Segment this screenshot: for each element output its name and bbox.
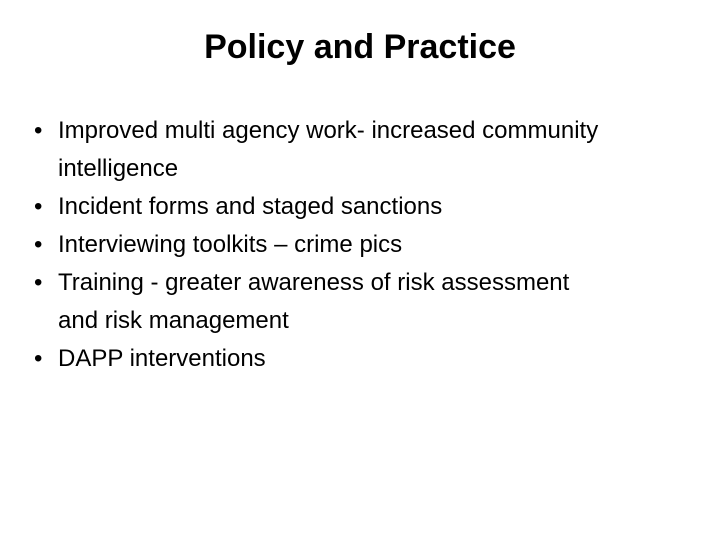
slide-title: Policy and Practice xyxy=(204,28,516,66)
bullet-text: Incident forms and staged sanctions xyxy=(58,193,443,220)
bullet-text: Training - greater awareness of risk assessment and risk management xyxy=(58,269,570,334)
bullet-marker: • xyxy=(34,231,43,258)
bullet-text: DAPP interventions xyxy=(58,345,266,372)
bullet-item xyxy=(34,188,614,226)
bullet-item xyxy=(34,112,614,188)
bullet-text: Interviewing toolkits – crime pics xyxy=(58,231,403,258)
bullet-list xyxy=(34,112,614,378)
bullet-item xyxy=(34,226,614,264)
bullet-item xyxy=(34,264,614,340)
bullet-text: Improved multi agency work- increased community intelligence xyxy=(58,117,599,182)
bullet-marker: • xyxy=(34,193,43,220)
bullet-marker: • xyxy=(34,117,43,144)
bullet-item xyxy=(34,340,614,378)
bullet-marker: • xyxy=(34,269,43,296)
bullet-marker: • xyxy=(34,345,43,372)
